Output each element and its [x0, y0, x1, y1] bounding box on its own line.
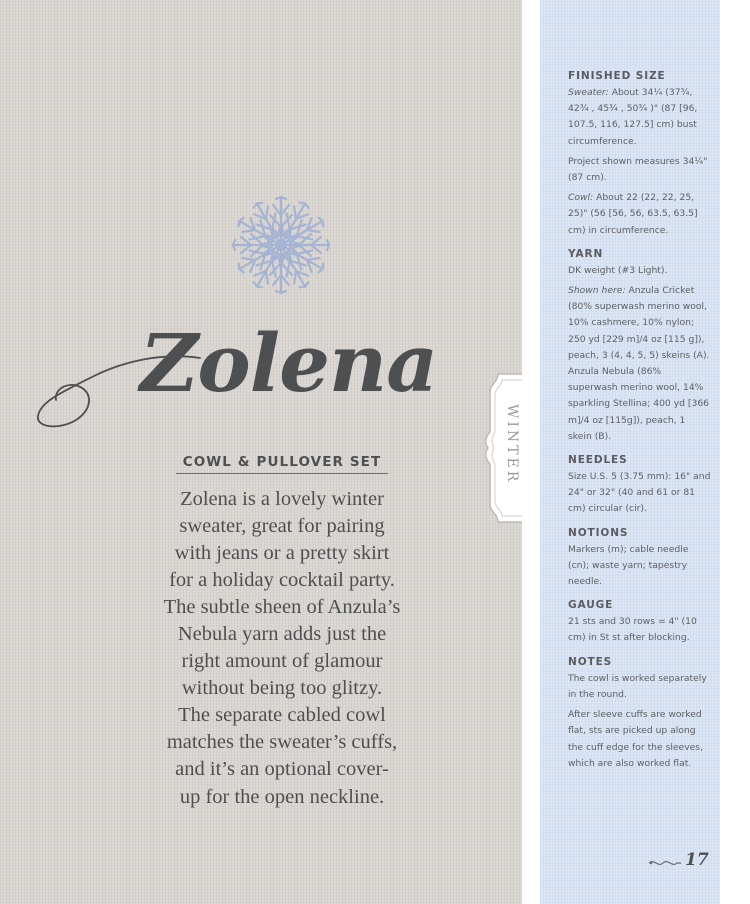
- spec-label: Sweater:: [568, 87, 609, 98]
- intro-line: with jeans or a pretty skirt: [174, 542, 390, 565]
- spec-heading: GAUGE: [568, 599, 614, 612]
- snowflake-icon: [228, 192, 334, 298]
- intro-line: up for the open neckline.: [179, 785, 385, 808]
- specs-list: [568, 70, 712, 781]
- spec-text: Project shown measures 34¼" (87 cm).: [568, 155, 708, 184]
- intro-line: matches the sweater’s cuffs,: [166, 731, 398, 754]
- spec-heading: NEEDLES: [568, 454, 628, 467]
- spec-heading: FINISHED SIZE: [568, 70, 666, 82]
- intro-line: sweater, great for pairing: [179, 515, 385, 538]
- pattern-title: Zolena: [140, 316, 438, 410]
- spec-notes: [568, 656, 712, 772]
- intro-line: Zolena is a lovely winter: [180, 488, 384, 510]
- intro-line: The separate cabled cowl: [178, 704, 386, 727]
- spec-text: [568, 85, 712, 150]
- intro-line: for a holiday cocktail party.: [169, 569, 395, 592]
- spec-text: DK weight (#3 Light).: [568, 264, 668, 276]
- spec-text: After sleeve cuffs are worked flat, sts are picked up along the cuff edge for the sleeves, which are also worked flat.: [568, 709, 704, 769]
- intro-line: right amount of glamour: [181, 650, 383, 673]
- spec-text: 21 sts and 30 rows = 4" (10 cm) in St st after blocking.: [568, 616, 697, 644]
- intro-line: The subtle sheen of Anzula’s: [163, 596, 401, 619]
- spec-notions: [568, 527, 712, 591]
- spec-value: Anzula Cricket (80% superwash merino wool, 10% cashmere, 10% nylon; 250 yd [229 m]/4 oz [115 g]), peach, 3 (4, 4, 5, 5) skeins (A). Anzula Nebula (86% superwash merino wool, 14% sparkling Stellina; 400 yd [366 m]/4 oz [115g]), peach, 1 skein (B).: [568, 285, 710, 442]
- intro-paragraph: [126, 486, 438, 811]
- spec-heading: YARN: [568, 247, 604, 260]
- spec-heading: NOTIONS: [568, 526, 629, 539]
- page-number: 17: [685, 850, 709, 870]
- spec-text: [568, 190, 712, 239]
- spec-value: About 22 (22, 22, 25, 25)" (56 [56, 56, 63.5, 63.5] cm) in circumference.: [568, 192, 698, 236]
- season-tab-label: WINTER: [504, 404, 520, 485]
- intro-line: and it’s an optional cover-: [175, 758, 389, 781]
- spec-yarn: [568, 248, 712, 445]
- spec-needles: [568, 454, 712, 518]
- spec-heading: NOTES: [568, 655, 613, 668]
- pattern-subtitle: COWL & PULLOVER SET: [176, 454, 388, 474]
- spec-label: Shown here:: [568, 285, 626, 297]
- scroll-ornament-icon: [648, 857, 682, 869]
- spec-text: Markers (m); cable needle (cn); waste yarn; tapestry needle.: [568, 543, 689, 588]
- spec-gauge: [568, 599, 712, 646]
- spec-text: [568, 283, 712, 445]
- spec-text: The cowl is worked separately in the round.: [568, 672, 707, 700]
- spec-value: About 34¼ (37¾, 42¾ , 45¾ , 50¾ )" (87 [96, 107.5, 116, 127.5] cm) bust circumference.: [568, 87, 698, 147]
- page-margin: [720, 0, 750, 904]
- intro-line: Nebula yarn adds just the: [177, 623, 387, 646]
- spec-finished-size: [568, 70, 712, 239]
- spec-text: Size U.S. 5 (3.75 mm): 16" and 24" or 32" (40 and 61 or 81 cm) circular (cir).: [568, 471, 711, 515]
- spec-label: Cowl:: [568, 192, 594, 204]
- intro-line: without being too glitzy.: [181, 677, 383, 700]
